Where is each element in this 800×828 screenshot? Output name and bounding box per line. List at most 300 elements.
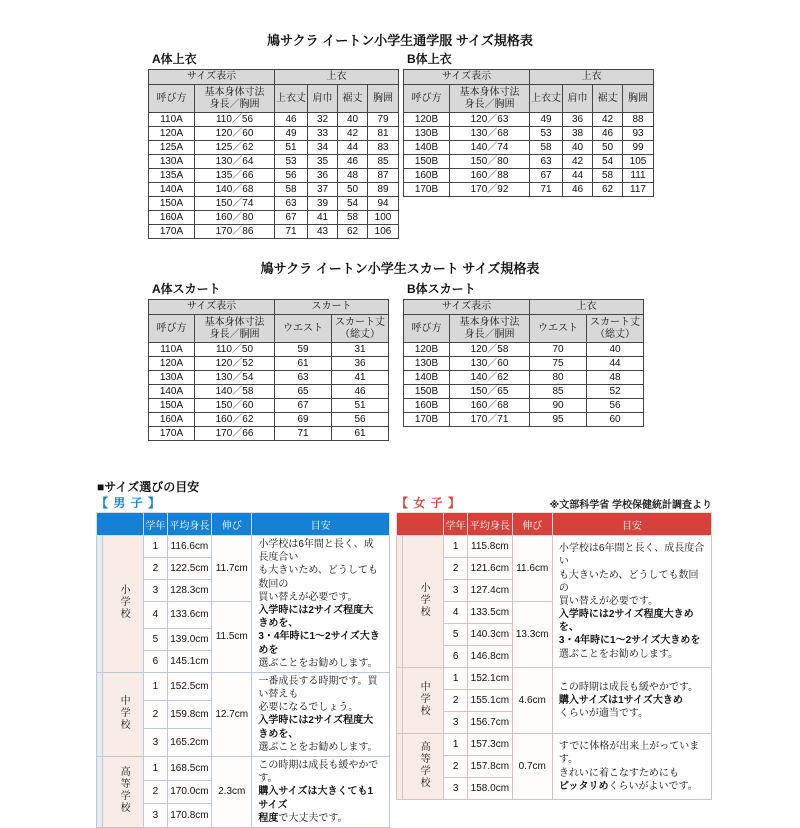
table-row [404,343,644,357]
cell: 36 [332,357,389,371]
cell: 120／63 [450,113,530,127]
cell: 170B [404,183,450,197]
table-row [404,385,644,399]
school-level-cell [403,734,444,800]
cell: 38 [563,127,593,141]
table-header-row [149,300,389,315]
grade-cell: 2 [144,558,168,580]
cell: 79 [368,113,399,127]
advice-text: も大きいため、どうしても数回の [558,569,699,594]
group-header: 上衣 [275,70,399,85]
column-header: 上衣丈 [275,85,308,113]
avg-height-cell: 146.8cm [468,646,513,668]
group-header: 上衣 [530,70,654,85]
jacket-a-section [148,50,399,239]
cell: 40 [338,113,368,127]
advice-emphasis: 購入サイズは1サイズ大きめ [558,694,683,706]
cell: 150／65 [450,385,530,399]
cell: 130B [404,357,450,371]
table-row [149,413,389,427]
grade-cell: 1 [144,757,168,781]
cell: 140／68 [195,183,275,197]
avg-height-cell: 116.6cm [167,536,211,558]
growth-cell: 0.7cm [512,734,552,800]
table-row [149,183,399,197]
cell: 130／54 [195,371,275,385]
table-row [149,127,399,141]
avg-height-cell: 159.8cm [167,700,211,728]
cell: 120／60 [195,127,275,141]
growth-cell: 12.7cm [212,672,252,756]
guide-table [96,512,390,828]
table-row [404,399,644,413]
grade-cell: 3 [144,728,168,756]
column-header: 胸囲 [623,85,654,113]
table-row [97,757,390,781]
table-row [149,169,399,183]
size-spec-table [148,69,399,239]
cell: 170B [404,413,450,427]
grade-cell: 3 [144,580,168,602]
table-row [149,225,399,239]
cell: 160B [404,399,450,413]
growth-cell: 13.3cm [512,602,552,668]
guide-table [396,512,712,800]
avg-height-cell: 155.1cm [468,690,513,712]
cell: 150B [404,385,450,399]
cell: 120B [404,343,450,357]
size-spec-table [403,299,644,427]
advice-text: 選ぶことをお勧めします。 [258,741,378,753]
table-row [404,113,654,127]
column-header: 基本身体寸法 身長／胴囲 [450,315,530,343]
grade-cell: 3 [444,712,468,734]
table-header-row [97,513,390,536]
cell: 135A [149,169,195,183]
cell: 53 [275,155,308,169]
cell: 52 [587,385,644,399]
advice-text: くらいがよいです。 [608,780,698,792]
cell: 130A [149,371,195,385]
girls-guide-table-mount [396,512,712,800]
cell: 50 [338,183,368,197]
column-header: 基本身体寸法 身長／胸囲 [450,85,530,113]
school-level-cell [403,668,444,734]
cell: 93 [623,127,654,141]
cell: 54 [593,155,623,169]
table-row [149,357,389,371]
cell: 160／80 [195,211,275,225]
advice-emphasis: 入学時には2サイズ程度大きめを、 [258,604,374,630]
cell: 62 [338,225,368,239]
advice-text: 一番成長する時期です。買い替えも [258,675,378,701]
table-row [397,734,712,756]
cell: 42 [338,127,368,141]
cell: 140／58 [195,385,275,399]
cell: 58 [275,183,308,197]
table-row [149,113,399,127]
cell: 95 [530,413,587,427]
cell: 85 [530,385,587,399]
cell: 58 [338,211,368,225]
advice-text: きれいに着こなすためにも [558,767,679,779]
cell: 150／74 [195,197,275,211]
avg-height-cell: 170.8cm [167,804,211,828]
column-header: 学年 [144,513,168,536]
cell: 46 [332,385,389,399]
table-row [149,141,399,155]
advice-text: この時期は成長も緩やかです。 [258,760,379,785]
advice-text: くらいが適当です。 [558,708,649,720]
cell: 160／68 [450,399,530,413]
cell: 67 [530,169,563,183]
column-header: ウエスト [275,315,332,343]
advice-text: 小学校は6年間と長く、成長度合い [258,539,374,564]
avg-height-cell: 115.8cm [468,536,513,558]
jacket-b-label: B体上衣 [407,52,452,66]
jacket-size-chart-title: 鳩サクラ イートン小学生通学服 サイズ規格表 [267,33,533,48]
grade-cell: 1 [444,734,468,756]
table-row [404,413,644,427]
jacket-a-table-mount [148,69,399,239]
table-row [404,141,654,155]
cell: 43 [308,225,338,239]
table-row [97,536,390,558]
grade-cell: 1 [144,672,168,700]
cell: 65 [275,385,332,399]
table-header-row [404,300,644,315]
cell: 56 [587,399,644,413]
grade-cell: 1 [444,536,468,558]
column-header: 呼び方 [404,315,450,343]
girls-guide-section [396,494,712,800]
cell: 99 [623,141,654,155]
growth-cell: 4.6cm [512,668,552,734]
cell: 120A [149,127,195,141]
grade-cell: 3 [444,580,468,602]
cell: 37 [308,183,338,197]
column-header: 肩巾 [563,85,593,113]
table-header-row [397,513,712,536]
column-header: 呼び方 [149,315,195,343]
table-row [404,169,654,183]
table-row [149,343,389,357]
size-guide-section-title: ■サイズ選びの目安 [97,480,200,494]
column-header: 目安 [252,513,390,536]
cell: 67 [275,211,308,225]
cell: 75 [530,357,587,371]
grade-cell: 2 [444,558,468,580]
avg-height-cell: 152.1cm [468,668,513,690]
cell: 50 [593,141,623,155]
table-row [149,155,399,169]
cell: 41 [332,371,389,385]
avg-height-cell: 122.5cm [167,558,211,580]
school-level-label: 中学校 [418,681,430,717]
table-row [397,668,712,690]
boys-label: 【 男 子 】 [96,496,162,510]
cell: 160／62 [195,413,275,427]
avg-height-cell: 128.3cm [167,580,211,602]
cell: 130／68 [450,127,530,141]
column-header: 学年 [444,513,468,536]
table-row [149,427,389,441]
skirt-b-table-mount [403,299,644,427]
cell: 140B [404,371,450,385]
avg-height-cell: 152.5cm [167,672,211,700]
column-header: 胸囲 [368,85,399,113]
table-header-row [404,70,654,85]
guide-advice-cell [552,536,711,668]
table-row [404,357,644,371]
cell: 170／66 [195,427,275,441]
school-level-label: 高等学校 [418,741,430,789]
guide-advice-cell [552,734,711,800]
group-header: 上衣 [530,300,644,315]
grade-cell: 2 [144,780,168,804]
cell: 51 [332,399,389,413]
growth-cell: 11.7cm [212,536,252,602]
school-level-cell [103,672,144,756]
table-row [149,385,389,399]
cell: 62 [593,183,623,197]
avg-height-cell: 157.8cm [468,756,513,778]
table-subheader-row [149,85,399,113]
cell: 160A [149,413,195,427]
grade-cell: 4 [144,602,168,629]
school-level-label: 小学校 [418,582,430,618]
table-row [149,211,399,225]
grade-cell: 6 [444,646,468,668]
column-header: 基本身体寸法 身長／胴囲 [195,315,275,343]
advice-text: この時期は成長も緩やかです。 [558,681,699,693]
jacket-a-label: A体上衣 [152,52,197,66]
table-row [149,371,389,385]
cell: 140／62 [450,371,530,385]
cell: 94 [368,197,399,211]
group-header: スカート [275,300,389,315]
table-row [149,399,389,413]
cell: 53 [530,127,563,141]
cell: 130B [404,127,450,141]
table-row [97,672,390,700]
column-header: スカート丈 （総丈） [332,315,389,343]
cell: 70 [530,343,587,357]
cell: 117 [623,183,654,197]
school-level-label: 小学校 [118,584,130,621]
cell: 85 [368,155,399,169]
school-level-label: 中学校 [118,694,130,731]
cell: 33 [308,127,338,141]
boys-guide-section [96,494,390,828]
cell: 89 [368,183,399,197]
boys-guide-table-mount [96,512,390,828]
cell: 130A [149,155,195,169]
school-level-cell [103,757,144,828]
column-header: ウエスト [530,315,587,343]
avg-height-cell: 145.1cm [167,650,211,672]
cell: 111 [623,169,654,183]
cell: 40 [563,141,593,155]
avg-height-cell: 158.0cm [468,778,513,800]
table-row [404,183,654,197]
cell: 71 [275,427,332,441]
advice-text: 小学校は6年間と長く、成長度合い [558,543,705,568]
cell: 140B [404,141,450,155]
table-row [397,536,712,558]
group-header: サイズ表示 [149,70,275,85]
jacket-b-section [403,50,654,197]
cell: 31 [332,343,389,357]
cell: 150B [404,155,450,169]
cell: 160A [149,211,195,225]
advice-emphasis: 3・4年時に1～2サイズ大きめを [558,635,701,647]
group-header: サイズ表示 [404,70,530,85]
cell: 32 [308,113,338,127]
cell: 41 [308,211,338,225]
grade-cell: 2 [444,690,468,712]
column-header: 平均身長 [167,513,211,536]
column-header: 呼び方 [149,85,195,113]
guide-advice-cell [252,672,390,756]
school-level-label: 高等学校 [118,766,130,815]
grade-cell: 6 [144,650,168,672]
cell: 120／52 [195,357,275,371]
cell: 48 [338,169,368,183]
advice-text: 必要になるでしょう。 [258,702,359,714]
skirt-a-section [148,280,389,441]
cell: 140A [149,183,195,197]
column-header: 伸び [512,513,552,536]
cell: 46 [275,113,308,127]
cell: 110／50 [195,343,275,357]
cell: 130／64 [195,155,275,169]
cell: 36 [308,169,338,183]
advice-text: 買い替えが必要です。 [558,595,659,607]
cell: 48 [587,371,644,385]
cell: 63 [275,197,308,211]
skirt-a-table-mount [148,299,389,441]
avg-height-cell: 139.0cm [167,628,211,650]
column-header: 肩巾 [308,85,338,113]
avg-height-cell: 121.6cm [468,558,513,580]
cell: 160B [404,169,450,183]
cell: 61 [275,357,332,371]
skirt-b-section [403,280,644,427]
column-header: 平均身長 [468,513,513,536]
cell: 54 [338,197,368,211]
cell: 83 [368,141,399,155]
cell: 135／66 [195,169,275,183]
grade-cell: 5 [144,628,168,650]
advice-emphasis: 購入サイズは大きくても1サイズ [258,786,374,811]
avg-height-cell: 140.3cm [468,624,513,646]
grade-cell: 4 [444,602,468,624]
jacket-b-table-mount [403,69,654,197]
grade-cell: 2 [144,700,168,728]
growth-cell: 2.3cm [212,757,252,828]
advice-emphasis: ピッタリめ [558,780,609,792]
cell: 170／92 [450,183,530,197]
cell: 150／60 [195,399,275,413]
column-header: 裾丈 [338,85,368,113]
group-header: サイズ表示 [149,300,275,315]
school-level-cell [403,536,444,668]
cell: 110A [149,113,195,127]
table-row [404,371,644,385]
cell: 42 [563,155,593,169]
cell: 36 [563,113,593,127]
table-row [149,197,399,211]
skirt-a-label: A体スカート [152,282,221,296]
cell: 69 [275,413,332,427]
corner-header [397,513,444,536]
size-spec-table [148,299,389,441]
school-level-cell [103,536,144,673]
column-header: 上衣丈 [530,85,563,113]
table-row [404,127,654,141]
grade-cell: 2 [444,756,468,778]
grade-cell: 5 [444,624,468,646]
advice-text: すでに体格が出来上がっています。 [558,741,700,766]
cell: 120B [404,113,450,127]
cell: 170／71 [450,413,530,427]
grade-cell: 1 [144,536,168,558]
cell: 44 [587,357,644,371]
cell: 170A [149,427,195,441]
column-header: スカート丈 （総丈） [587,315,644,343]
cell: 46 [338,155,368,169]
cell: 105 [623,155,654,169]
cell: 63 [530,155,563,169]
avg-height-cell: 157.3cm [468,734,513,756]
cell: 170A [149,225,195,239]
group-header: サイズ表示 [404,300,530,315]
cell: 90 [530,399,587,413]
cell: 51 [275,141,308,155]
cell: 34 [308,141,338,155]
cell: 140A [149,385,195,399]
cell: 81 [368,127,399,141]
avg-height-cell: 165.2cm [167,728,211,756]
corner-header [97,513,144,536]
cell: 61 [332,427,389,441]
source-note: ※文部科学省 学校保健統計調査より [549,500,712,511]
cell: 44 [563,169,593,183]
cell: 88 [623,113,654,127]
cell: 71 [530,183,563,197]
advice-text: で大丈夫です。 [278,812,348,824]
cell: 150／80 [450,155,530,169]
column-header: 裾丈 [593,85,623,113]
advice-text: 選ぶことをお勧めします。 [258,657,378,669]
cell: 67 [275,399,332,413]
advice-text: も大きいため、どうしても数回の [258,565,378,590]
cell: 44 [338,141,368,155]
cell: 56 [275,169,308,183]
table-row [404,155,654,169]
cell: 150A [149,399,195,413]
grade-cell: 3 [144,804,168,828]
skirt-b-label: B体スカート [407,282,476,296]
grade-cell: 3 [444,778,468,800]
cell: 125／62 [195,141,275,155]
cell: 35 [308,155,338,169]
column-header: 目安 [552,513,711,536]
cell: 106 [368,225,399,239]
cell: 160／88 [450,169,530,183]
cell: 100 [368,211,399,225]
